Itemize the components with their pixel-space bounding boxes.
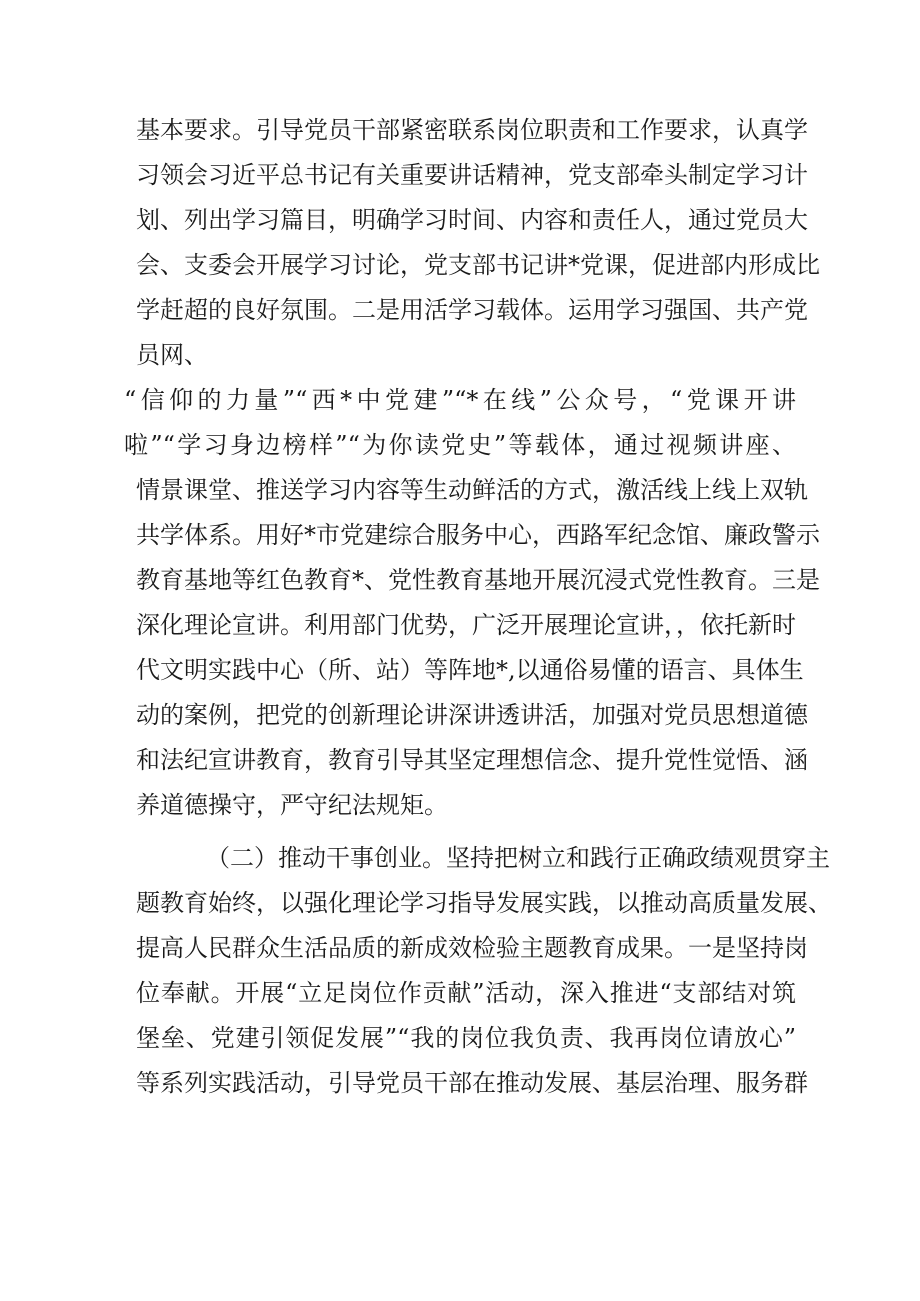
paragraph-line: 位奉献。开展“立足岗位作贡献”活动，深入推进“支部结对筑: [136, 979, 796, 1007]
paragraph-line: 堡垒、党建引领促发展”“我的岗位我负责、我再岗位请放心”: [136, 1024, 796, 1052]
paragraph-line: 划、列出学习篇目，明确学习时间、内容和责任人，通过党员大: [136, 206, 808, 234]
paragraph-line: 情景课堂、推送学习内容等生动鲜活的方式，激活线上线上双轨: [136, 476, 808, 504]
paragraph-line: 会、支委会开展学习讨论，党支部书记讲*党课，促进部内形成比: [136, 251, 820, 279]
paragraph-line: 学赶超的良好氛围。二是用活学习载体。运用学习强国、共产党: [136, 296, 808, 324]
paragraph-line: 共学体系。用好*市党建综合服务中心，西路军纪念馆、廉政警示: [136, 521, 820, 549]
paragraph-line: 教育基地等红色教育*、党性教育基地开展沉浸式党性教育。三是: [136, 566, 820, 594]
paragraph-gap: [136, 828, 796, 836]
paragraph-line: 员网、: [136, 341, 208, 369]
paragraph-line: “信仰的力量”“西*中党建”“*在线”公众号，“党课开讲: [124, 386, 796, 414]
section-heading-line: （二）推动干事创业。坚持把树立和践行正确政绩观贯穿主: [206, 844, 830, 872]
paragraph-line: 和法纪宣讲教育，教育引导其坚定理想信念、提升党性觉悟、涵: [136, 746, 808, 774]
document-body: [124, 108, 832, 1106]
paragraph-line: 啦”“学习身边榜样”“为你读党史”等载体，通过视频讲座、: [124, 431, 796, 459]
paragraph-line: 习领会习近平总书记有关重要讲话精神，党支部牵头制定学习计: [136, 161, 808, 189]
paragraph-line: 代文明实践中心（所、站）等阵地*,以通俗易懂的语言、具体生: [136, 656, 804, 684]
paragraph-line: 深化理论宣讲。利用部门优势，广泛开展理论宣讲，，依托新时: [136, 611, 796, 639]
paragraph-line: 题教育始终，以强化理论学习指导发展实践，以推动高质量发展、: [136, 889, 832, 917]
paragraph-line: 动的案例，把党的创新理论讲深讲透讲活，加强对党员思想道德: [136, 701, 808, 729]
paragraph-line: 养道德操守，严守纪法规矩。: [136, 791, 448, 819]
paragraph-line: 提高人民群众生活品质的新成效检验主题教育成果。一是坚持岗: [136, 934, 808, 962]
paragraph-line: 等系列实践活动，引导党员干部在推动发展、基层治理、服务群: [136, 1069, 808, 1097]
paragraph-line: 基本要求。引导党员干部紧密联系岗位职责和工作要求，认真学: [136, 116, 808, 144]
